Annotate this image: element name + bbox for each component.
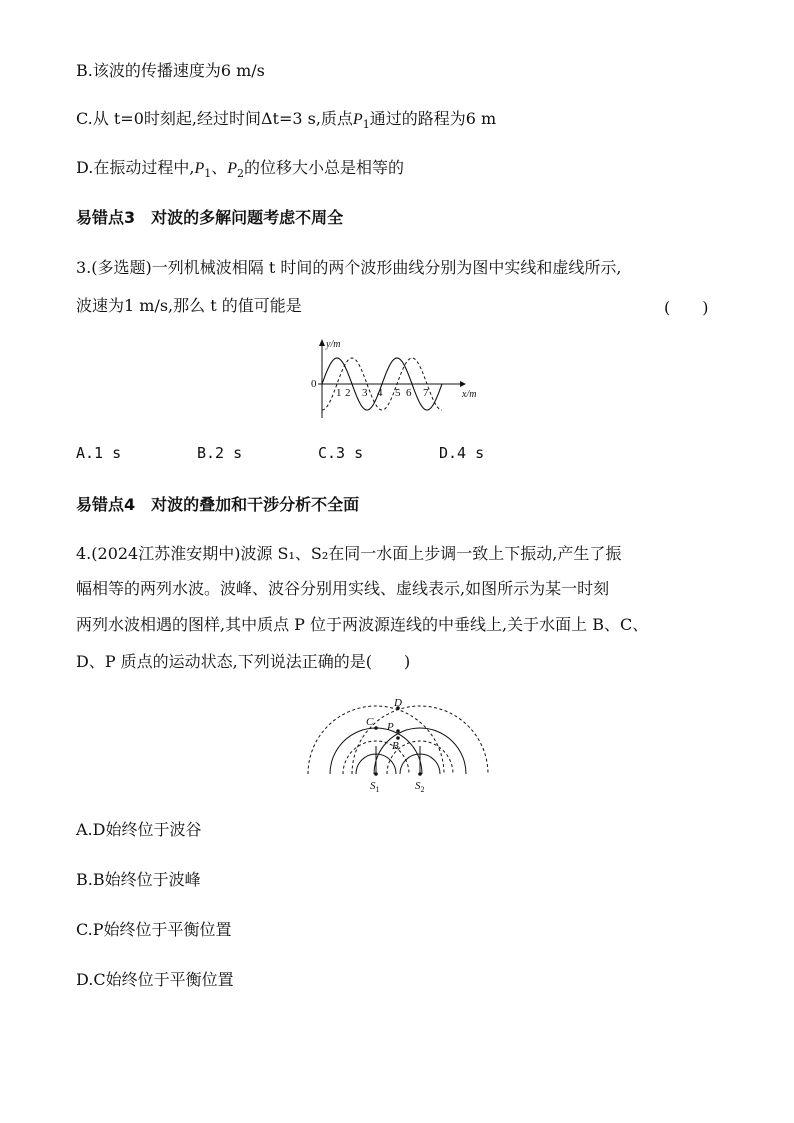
q4-line2: 幅相等的两列水波。波峰、波谷分别用实线、虚线表示,如图所示为某一时刻: [76, 579, 610, 598]
q4-line1: 4.(2024江苏淮安期中)波源 S₁、S₂在同一水面上步调一致上下振动,产生了振: [76, 544, 622, 563]
q3-option-b[interactable]: B.2 s: [197, 444, 243, 462]
p2-letter: P: [227, 160, 238, 177]
y-axis-arrow: [319, 339, 325, 346]
tick-4: 4: [377, 387, 383, 399]
option-c-body: t=0时刻起,经过时间Δt=3 s,质点: [113, 109, 353, 128]
q4-line4: D、P 质点的运动状态,下列说法正确的是( ): [76, 652, 411, 671]
label-b: B: [392, 740, 399, 752]
p2-sub: 2: [237, 167, 245, 181]
option-c-prev: [76, 108, 496, 136]
q3-option-c[interactable]: C.3 s: [318, 444, 364, 462]
label-p: P: [387, 721, 394, 733]
label-d: D: [394, 697, 402, 709]
point-p-dot: [396, 729, 400, 733]
section3-heading: 易错点3 对波的多解问题考虑不周全: [76, 208, 344, 227]
s1-dot: [374, 772, 378, 776]
q4-option-d[interactable]: D.C始终位于平衡位置: [76, 970, 234, 989]
tick-3: 3: [362, 387, 368, 399]
x-axis-label: x/m: [462, 389, 477, 400]
origin-label: 0: [311, 378, 317, 390]
s2-dot: [418, 772, 422, 776]
q3-option-a[interactable]: A.1 s: [76, 444, 122, 462]
p1-sub: 1: [362, 118, 370, 132]
p1-letter: P: [194, 160, 205, 177]
tick-7: 7: [423, 387, 429, 399]
p1-letter: P: [352, 111, 363, 128]
label-s2: $S_2$: [415, 780, 425, 794]
tick-5: 5: [395, 387, 401, 399]
tick-6: 6: [406, 387, 412, 399]
q4-option-a[interactable]: A.D始终位于波谷: [76, 820, 202, 839]
point-c-dot: [374, 726, 378, 730]
q3-option-d[interactable]: D.4 s: [439, 444, 485, 462]
option-d-prefix: D.在振动过程中,: [76, 158, 195, 177]
option-d-suffix: 的位移大小总是相等的: [244, 158, 405, 177]
separator: 、: [211, 158, 228, 177]
q4-option-c[interactable]: C.P始终位于平衡位置: [76, 920, 232, 939]
y-axis-label: y/m: [326, 339, 341, 350]
tick-1: 1: [336, 387, 342, 399]
label-s1: $S_1$: [370, 780, 380, 794]
label-c: C: [366, 716, 374, 728]
section4-heading: 易错点4 对波的叠加和干涉分析不全面: [76, 495, 360, 514]
option-b-prev: B.该波的传播速度为6 m/s: [76, 61, 265, 80]
x-axis-arrow: [460, 381, 466, 387]
tick-2: 2: [345, 387, 351, 399]
q4-option-b[interactable]: B.B始终位于波峰: [76, 870, 201, 889]
wave-figure: [300, 334, 500, 424]
interference-figure: [300, 694, 500, 798]
option-d-prev: [76, 157, 404, 185]
option-c-prefix: C.从: [76, 109, 114, 128]
q3-answer-paren: ( ): [664, 298, 709, 317]
q4-line3: 两列水波相遇的图样,其中质点 P 位于两波源连线的中垂线上,关于水面上 B、C、: [76, 615, 649, 634]
q3-line1: 3.(多选题)一列机械波相隔 t 时间的两个波形曲线分别为图中实线和虚线所示,: [76, 258, 622, 277]
q3-line2: 波速为1 m/s,那么 t 的值可能是: [76, 296, 302, 315]
option-c-suffix: 通过的路程为6 m: [369, 109, 497, 128]
p1-sub: 1: [204, 167, 212, 181]
